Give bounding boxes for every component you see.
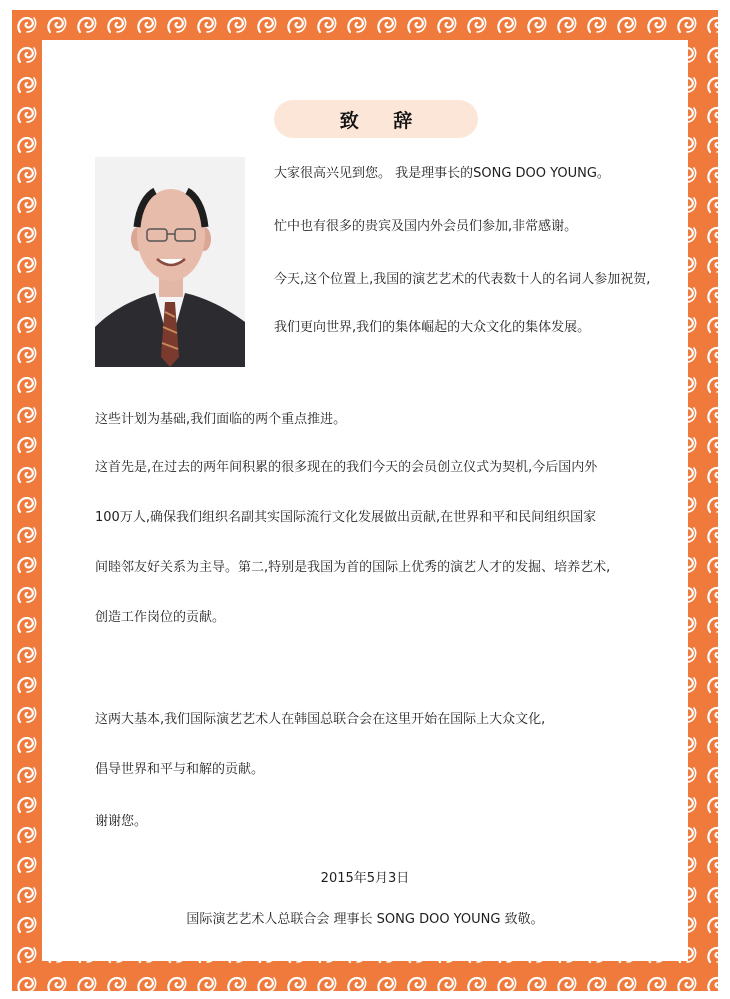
intro-line-4: 我们更向世界,我们的集体崛起的大众文化的集体发展。 [274, 320, 591, 335]
decorative-border [12, 10, 718, 991]
letter-date: 2015年5月3日 [320, 871, 410, 886]
intro-line-3: 今天,这个位置上,我国的演艺艺术的代表数十人的名词人参加祝贺, [274, 272, 651, 287]
body-line-3: 100万人,确保我们组织名副其实国际流行文化发展做出贡献,在世界和平和民间组织国家 [95, 510, 597, 525]
body-line-7: 倡导世界和平与和解的贡献。 [95, 762, 265, 777]
body-line-2: 这首先是,在过去的两年间积累的很多现在的我们今天的会员创立仪式为契机,今后国内外 [95, 460, 598, 475]
letter-page [42, 40, 688, 961]
body-line-4: 间睦邻友好关系为主导。第二,特别是我国为首的国际上优秀的演艺人才的发掘、培养艺术, [95, 560, 611, 575]
body-line-6: 这两大基本,我们国际演艺艺术人在韩国总联合会在这里开始在国际上大众文化, [95, 712, 546, 727]
intro-line-2: 忙中也有很多的贵宾及国内外会员们参加,非常感谢。 [274, 219, 578, 234]
portrait-photo [95, 157, 245, 367]
body-line-5: 创造工作岗位的贡献。 [95, 610, 226, 625]
intro-line-1: 大家很高兴见到您。 我是理事长的SONG DOO YOUNG。 [274, 166, 610, 181]
signature-line: 国际演艺艺术人总联合会 理事长 SONG DOO YOUNG 致敬。 [186, 912, 544, 927]
page-title: 致 辞 [274, 100, 478, 138]
body-line-1: 这些计划为基础,我们面临的两个重点推进。 [95, 412, 347, 427]
person-portrait-icon [95, 157, 245, 367]
closing-thanks: 谢谢您。 [95, 814, 148, 829]
